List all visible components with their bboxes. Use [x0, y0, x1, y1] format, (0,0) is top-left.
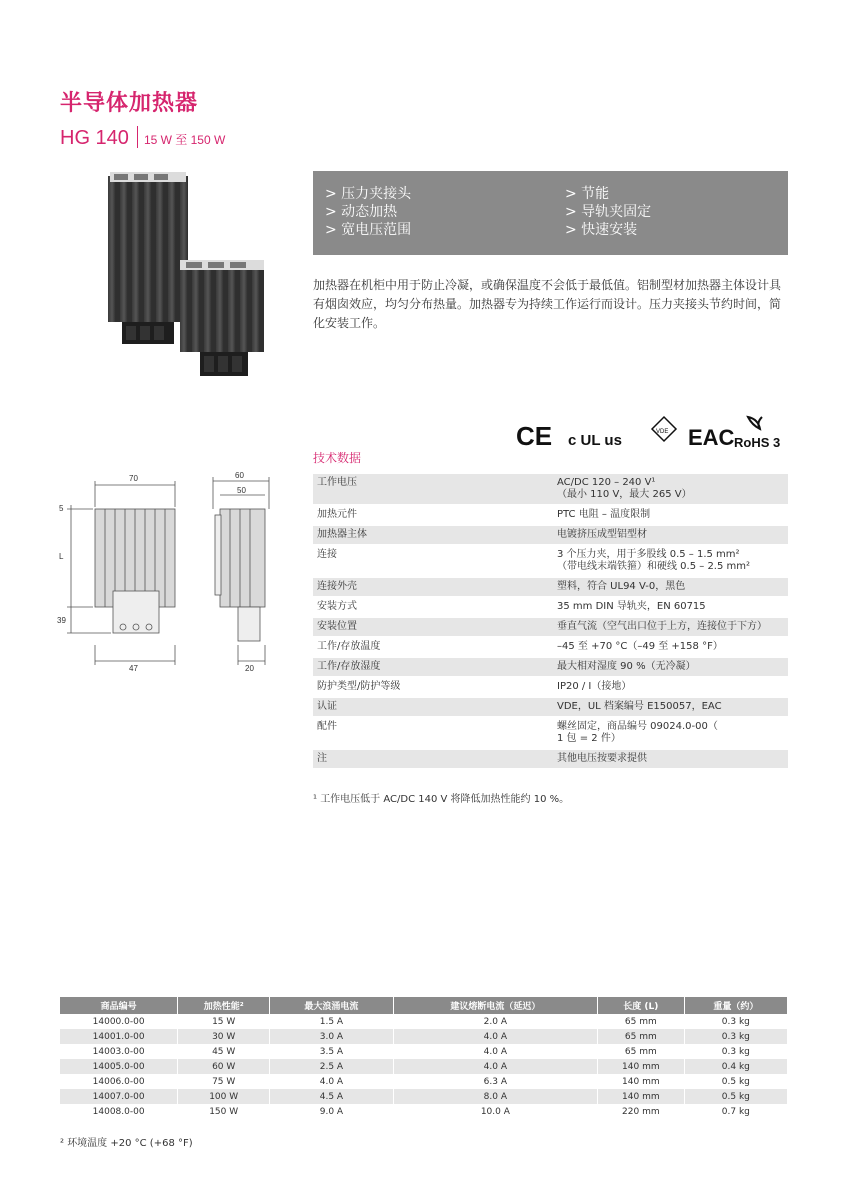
spec-key: 连接: [313, 545, 553, 577]
features-right-list: [565, 185, 651, 239]
table-cell: 30 W: [178, 1029, 270, 1044]
table-cell: 4.5 A: [270, 1089, 394, 1104]
spec-key: 认证: [313, 697, 553, 717]
table-cell: 6.3 A: [393, 1074, 597, 1089]
spec-row: [313, 545, 788, 577]
ul-mark: [568, 432, 622, 449]
table-row: [60, 1074, 788, 1089]
ul-mark-text: c UL us: [568, 432, 622, 449]
description: 加热器在机柜中用于防止冷凝，或确保温度不会低于最低值。铝制型材加热器主体设计具有烟囱效应，均匀分布热量。加热器专为持续工作运行而设计。压力夹接头节约时间，简化安装工作。: [313, 278, 782, 330]
feature-item: > 节能: [565, 186, 610, 202]
table-cell: 140 mm: [598, 1074, 685, 1089]
spec-key: 工作/存放温度: [313, 637, 553, 657]
table-cell: 3.5 A: [270, 1044, 394, 1059]
spec-key: 防护类型/防护等级: [313, 677, 553, 697]
spec-key: 工作电压: [313, 474, 553, 505]
table-cell: 0.5 kg: [684, 1089, 787, 1104]
dimension-drawing: [55, 465, 270, 680]
table-cell: 15 W: [178, 1014, 270, 1029]
spec-row: [313, 697, 788, 717]
table-row: [60, 1029, 788, 1044]
table-cell: 14008.0-00: [60, 1104, 178, 1119]
spec-value: 塑料，符合 UL94 V-0，黑色: [553, 577, 788, 597]
dim-label: 39: [57, 616, 66, 625]
features-box: [313, 171, 788, 255]
spec-value: 电镀挤压成型铝型材: [553, 525, 788, 545]
column-header: 最大浪涌电流: [270, 997, 394, 1014]
table-row: [60, 1089, 788, 1104]
column-header: 建议熔断电流（延迟）: [393, 997, 597, 1014]
product-photo: [100, 168, 280, 384]
vde-mark-text: VDE: [656, 429, 669, 435]
table-cell: 140 mm: [598, 1089, 685, 1104]
spec-row: [313, 577, 788, 597]
eac-mark: EAC: [688, 425, 735, 450]
spec-key: 工作/存放湿度: [313, 657, 553, 677]
spec-key: 加热器主体: [313, 525, 553, 545]
feature-item: > 宽电压范围: [325, 222, 412, 238]
table-cell: 8.0 A: [393, 1089, 597, 1104]
rohs-mark: [734, 417, 780, 450]
dim-label: 60: [235, 471, 244, 480]
dim-label: 47: [129, 664, 138, 673]
table-cell: 45 W: [178, 1044, 270, 1059]
table-cell: 75 W: [178, 1074, 270, 1089]
product-table: [60, 997, 788, 1119]
feature-item: > 快速安装: [565, 222, 638, 238]
table-cell: 2.0 A: [393, 1014, 597, 1029]
dim-label: 20: [245, 664, 254, 673]
certification-logos: [516, 415, 788, 451]
spec-value: 其他电压按要求提供: [553, 749, 788, 769]
spec-row: [313, 474, 788, 505]
table-cell: 2.5 A: [270, 1059, 394, 1074]
table-cell: 65 mm: [598, 1044, 685, 1059]
table-row: [60, 1044, 788, 1059]
table-cell: 0.3 kg: [684, 1029, 787, 1044]
table-cell: 0.5 kg: [684, 1074, 787, 1089]
spec-value: –45 至 +70 °C（–49 至 +158 °F）: [553, 637, 788, 657]
table-cell: 100 W: [178, 1089, 270, 1104]
table-cell: 3.0 A: [270, 1029, 394, 1044]
title-divider: [137, 126, 138, 148]
spec-key: 安装位置: [313, 617, 553, 637]
table-cell: 10.0 A: [393, 1104, 597, 1119]
spec-footnote: ¹ 工作电压低于 AC/DC 140 V 将降低加热性能约 10 %。: [313, 794, 570, 805]
spec-row: [313, 525, 788, 545]
spec-row: [313, 677, 788, 697]
column-header: 重量（约）: [684, 997, 787, 1014]
table-cell: 65 mm: [598, 1029, 685, 1044]
feature-item: > 压力夹接头: [325, 186, 412, 202]
spec-row: [313, 597, 788, 617]
table-cell: 14006.0-00: [60, 1074, 178, 1089]
vde-mark: [652, 417, 676, 441]
model-heading: [60, 126, 225, 150]
spec-row: [313, 637, 788, 657]
ce-mark: CE: [516, 421, 553, 451]
dim-label: 5: [59, 504, 64, 513]
column-header: 长度 (L): [598, 997, 685, 1014]
spec-row: [313, 657, 788, 677]
spec-key: 配件: [313, 717, 553, 749]
spec-title: 技术数据: [313, 451, 362, 465]
spec-row: [313, 749, 788, 769]
column-header: 加热性能²: [178, 997, 270, 1014]
table-row: [60, 1104, 788, 1119]
dim-label: 50: [237, 486, 246, 495]
table-cell: 60 W: [178, 1059, 270, 1074]
table-cell: 220 mm: [598, 1104, 685, 1119]
spec-key: 加热元件: [313, 505, 553, 525]
spec-value: 最大相对湿度 90 %（无冷凝）: [553, 657, 788, 677]
spec-table: [313, 474, 788, 770]
spec-value: IP20 / I（接地）: [553, 677, 788, 697]
spec-value: PTC 电阻 – 温度限制: [553, 505, 788, 525]
table-cell: 140 mm: [598, 1059, 685, 1074]
table-cell: 0.3 kg: [684, 1014, 787, 1029]
model-name: HG 140: [60, 127, 129, 149]
spec-key: 连接外壳: [313, 577, 553, 597]
table-cell: 1.5 A: [270, 1014, 394, 1029]
table-cell: 0.3 kg: [684, 1044, 787, 1059]
dim-label: 70: [129, 474, 138, 483]
table-cell: 0.7 kg: [684, 1104, 787, 1119]
spec-value: 3 个压力夹，用于多股线 0.5 – 1.5 mm² （带电线末端铁箍）和硬线 0.5 – 2.5 mm²: [553, 545, 788, 577]
table-cell: 65 mm: [598, 1014, 685, 1029]
spec-value: 35 mm DIN 导轨夹，EN 60715: [553, 597, 788, 617]
table-cell: 0.4 kg: [684, 1059, 787, 1074]
table-cell: 14005.0-00: [60, 1059, 178, 1074]
features-left-list: [325, 185, 411, 239]
table-row: [60, 1014, 788, 1029]
spec-value: 垂直气流（空气出口位于上方，连接位于下方）: [553, 617, 788, 637]
table-row: [60, 1059, 788, 1074]
spec-value: AC/DC 120 – 240 V¹ （最小 110 V，最大 265 V）: [553, 474, 788, 505]
table-cell: 4.0 A: [393, 1029, 597, 1044]
column-header: 商品编号: [60, 997, 178, 1014]
table-cell: 9.0 A: [270, 1104, 394, 1119]
spec-row: [313, 617, 788, 637]
power-range: 15 W 至 150 W: [143, 133, 226, 147]
small-heater-image: [180, 260, 264, 376]
table-cell: 4.0 A: [270, 1074, 394, 1089]
table-cell: 4.0 A: [393, 1059, 597, 1074]
feature-item: > 导轨夹固定: [565, 204, 652, 220]
table-cell: 14000.0-00: [60, 1014, 178, 1029]
spec-value: VDE，UL 档案编号 E150057，EAC: [553, 697, 788, 717]
page-title: 半导体加热器: [60, 91, 199, 116]
dim-label: L: [59, 552, 64, 561]
rohs-mark-text: RoHS 3: [734, 435, 781, 450]
table-cell: 14003.0-00: [60, 1044, 178, 1059]
spec-key: 注: [313, 749, 553, 769]
spec-value: 螺丝固定，商品编号 09024.0-00（ 1 包 = 2 件）: [553, 717, 788, 749]
spec-row: [313, 717, 788, 749]
table-cell: 150 W: [178, 1104, 270, 1119]
table-cell: 14007.0-00: [60, 1089, 178, 1104]
spec-row: [313, 505, 788, 525]
product-footnote: ² 环境温度 +20 °C (+68 °F): [60, 1138, 193, 1149]
table-cell: 4.0 A: [393, 1044, 597, 1059]
feature-item: > 动态加热: [325, 204, 398, 220]
spec-key: 安装方式: [313, 597, 553, 617]
large-heater-image: [108, 172, 188, 344]
table-cell: 14001.0-00: [60, 1029, 178, 1044]
